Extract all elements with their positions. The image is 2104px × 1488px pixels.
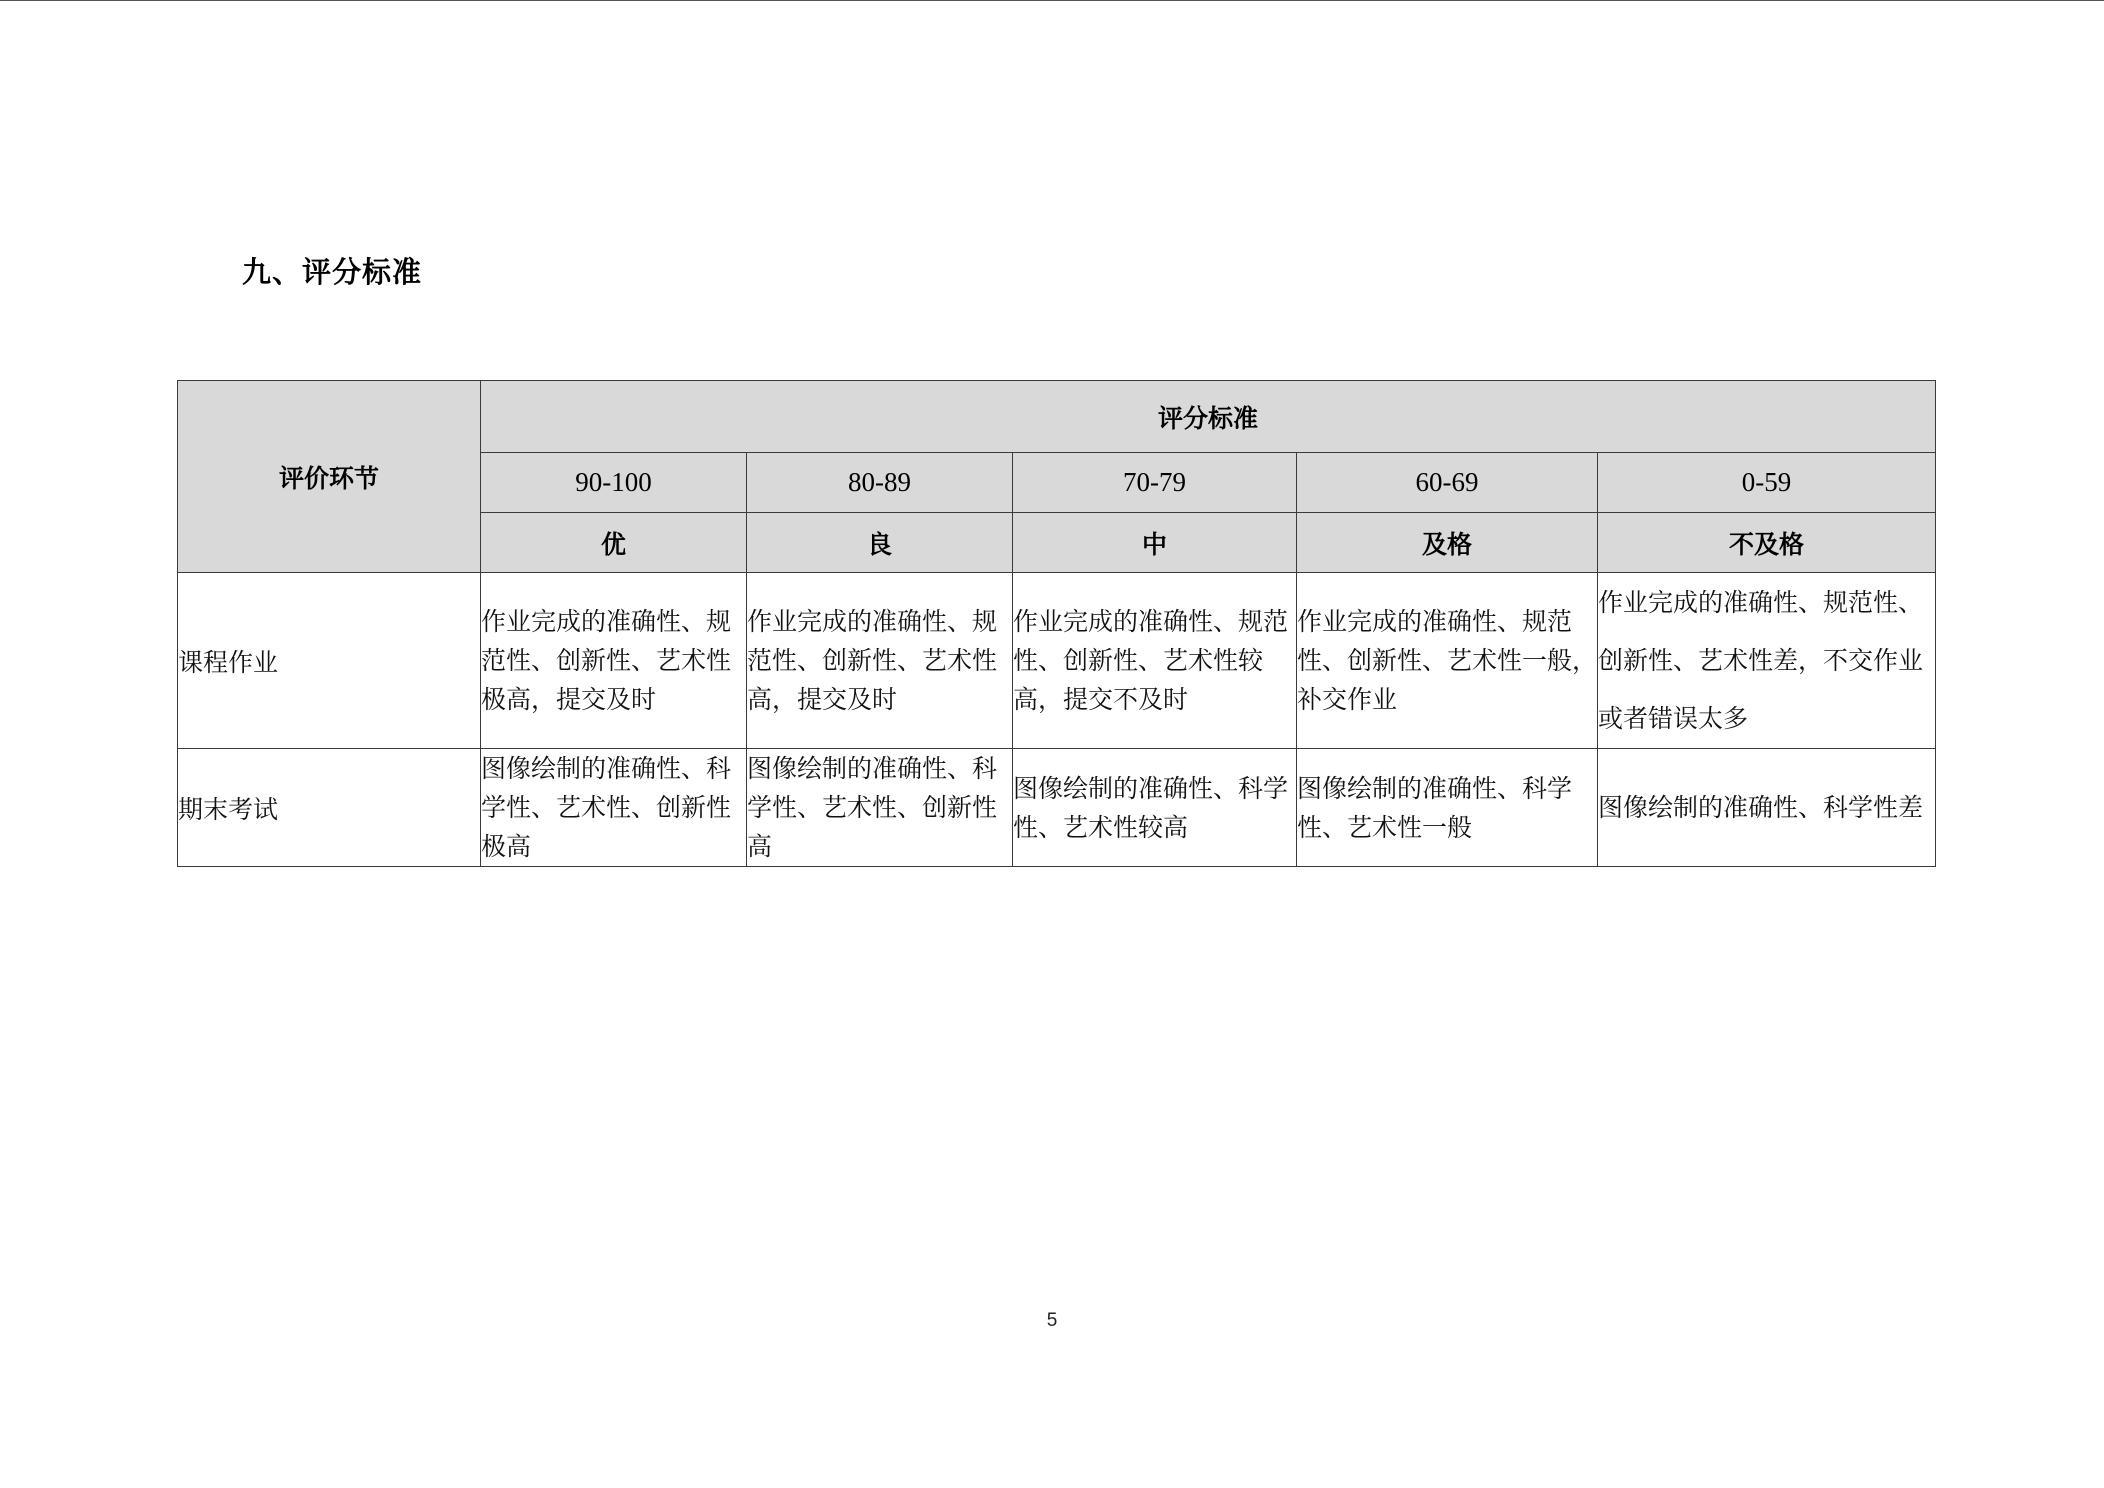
grade-header: 不及格: [1598, 513, 1936, 573]
table-row: [178, 749, 1936, 867]
row-label-coursework: 课程作业: [178, 573, 481, 749]
score-range-header: 60-69: [1297, 453, 1598, 513]
table-cell: 图像绘制的准确性、科学性、艺术性、创新性高: [747, 749, 1013, 867]
table-cell: 图像绘制的准确性、科学性、艺术性、创新性极高: [481, 749, 747, 867]
grade-header: 中: [1013, 513, 1297, 573]
table-cell: 作业完成的准确性、规范性、创新性、艺术性一般，补交作业: [1297, 573, 1598, 749]
grade-header: 及格: [1297, 513, 1598, 573]
score-range-header: 90-100: [481, 453, 747, 513]
group-header-grading-standard: 评分标准: [481, 381, 1936, 453]
table-cell: 图像绘制的准确性、科学性、艺术性一般: [1297, 749, 1598, 867]
row-header-evaluation-stage: 评价环节: [178, 381, 481, 573]
grade-header: 优: [481, 513, 747, 573]
section-title: 九、评分标准: [242, 255, 423, 289]
table-header-row-1: [178, 381, 1936, 453]
score-range-header: 0-59: [1598, 453, 1936, 513]
table-cell: 作业完成的准确性、规范性、创新性、艺术性极高，提交及时: [481, 573, 747, 749]
table-cell: 作业完成的准确性、规范性、创新性、艺术性较高，提交不及时: [1013, 573, 1297, 749]
score-range-header: 80-89: [747, 453, 1013, 513]
table-cell: 作业完成的准确性、规范性、创新性、艺术性差，不交作业或者错误太多: [1598, 573, 1936, 749]
row-label-final-exam: 期末考试: [178, 749, 481, 867]
score-range-header: 70-79: [1013, 453, 1297, 513]
table-cell: 作业完成的准确性、规范性、创新性、艺术性高，提交及时: [747, 573, 1013, 749]
grade-header: 良: [747, 513, 1013, 573]
table-cell: 图像绘制的准确性、科学性、艺术性较高: [1013, 749, 1297, 867]
page-number: 5: [1046, 1310, 1058, 1331]
grading-criteria-table: [177, 380, 1936, 867]
table-cell: 图像绘制的准确性、科学性差: [1598, 749, 1936, 867]
table-row: [178, 573, 1936, 749]
page-top-border: [0, 0, 2104, 1]
